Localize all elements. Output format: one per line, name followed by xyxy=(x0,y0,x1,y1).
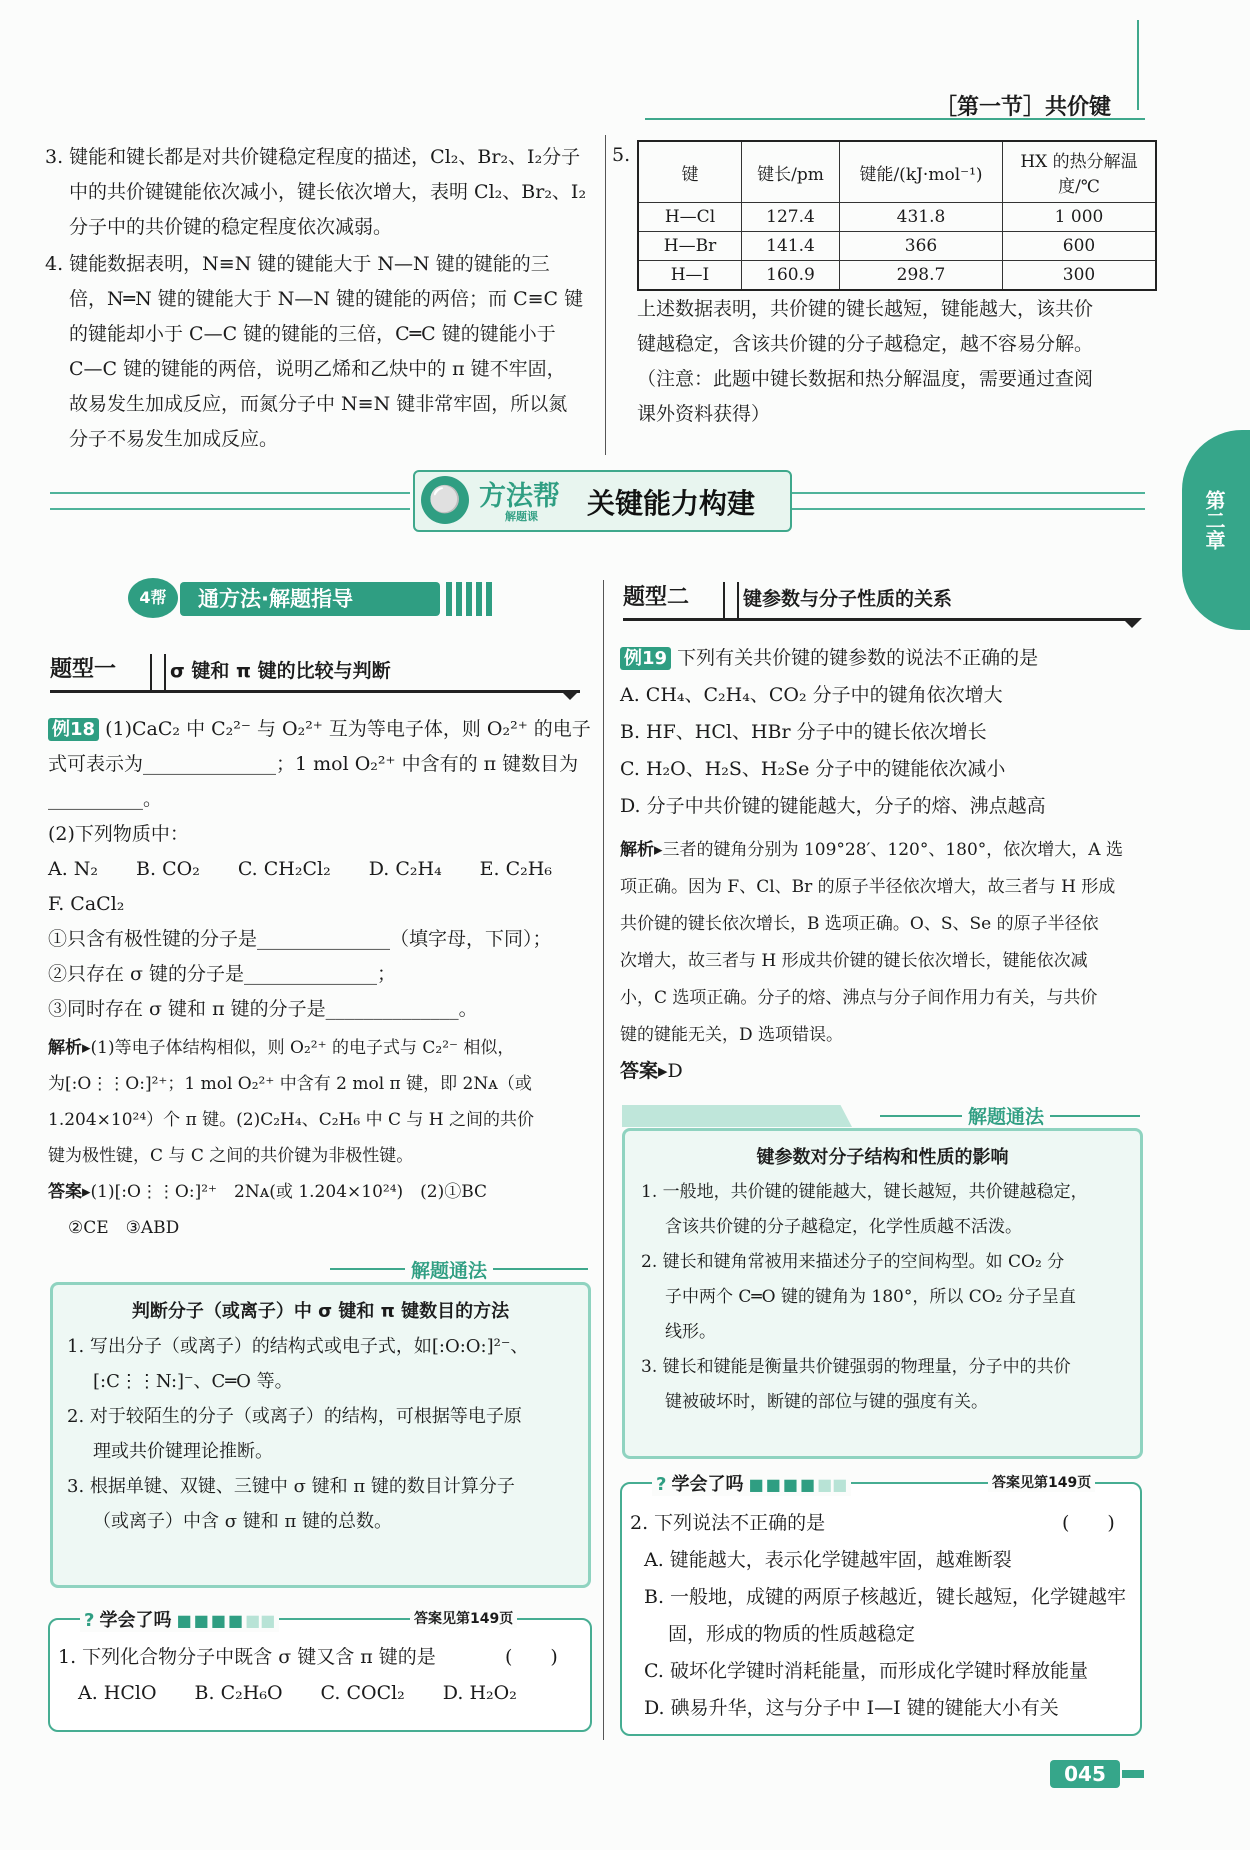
quiz-head: 学会了吗 xyxy=(671,1474,744,1495)
answer-3 xyxy=(45,140,590,245)
text-line: (1)[:O⋮⋮O:]²⁺ 2Nᴀ(或 1.204×10²⁴) (2)①BC xyxy=(90,1182,488,1202)
quiz-options xyxy=(644,1542,1134,1727)
chapter-tab-label: 第二章 xyxy=(1202,490,1226,550)
quiz-question: 2. 下列说法不正确的是 xyxy=(630,1512,826,1534)
table-cell: 1 000 xyxy=(1003,203,1157,232)
bond-data-table xyxy=(637,140,1157,291)
text-line: 键的键能无关，D 选项错误。 xyxy=(620,1025,844,1045)
example-label: 例18 xyxy=(48,718,99,741)
text-line: 中的共价键键能依次减小，键长依次增大，表明 Cl₂、Br₂、I₂ xyxy=(69,181,587,203)
tip-title: 键参数对分子结构和性质的影响 xyxy=(756,1147,1009,1168)
text-line: 3. 键长和键能是衡量共价键强弱的物理量，分子中的共价 xyxy=(641,1357,1071,1377)
answer-5-text xyxy=(637,292,1157,432)
text-line: 2. 键长和键角常被用来描述分子的空间构型。如 CO₂ 分 xyxy=(641,1252,1065,1272)
text-line: 键为极性键，C 与 C 之间的共价键为非极性键。 xyxy=(48,1146,414,1166)
column-divider-bottom xyxy=(603,580,604,1740)
example-19 xyxy=(620,640,1155,825)
text-line: (1)CaC₂ 中 C₂²⁻ 与 O₂²⁺ 互为等电子体，则 O₂²⁺ 的电子 xyxy=(105,718,591,740)
quiz-head-wrap xyxy=(80,1606,279,1632)
example-label: 例19 xyxy=(620,647,671,670)
option-line: C. H₂O、H₂S、H₂Se 分子中的键能依次减小 xyxy=(620,758,1006,780)
answer-value: D xyxy=(667,1060,683,1082)
table-header: 键长/pm xyxy=(742,141,840,203)
type2-label: 题型二 xyxy=(623,585,690,610)
text-line: 项正确。因为 F、Cl、Br 的原子半径依次增大，故三者与 H 形成 xyxy=(620,877,1116,897)
text-line: 分子中的共价键的稳定程度依次减弱。 xyxy=(69,216,393,238)
table-cell: 366 xyxy=(840,232,1003,261)
header-vline xyxy=(1137,20,1139,110)
tip-label: 解题通法 xyxy=(962,1102,1050,1129)
divider-mark xyxy=(723,582,739,618)
triangle-icon xyxy=(1122,618,1142,628)
progress-squares: ■■■■ xyxy=(748,1475,818,1494)
banner-rule-right xyxy=(790,492,1145,510)
text-line: 下列有关共价键的键参数的说法不正确的是 xyxy=(677,647,1039,669)
table-cell: H—Cl xyxy=(638,203,742,232)
option-line: D. 分子中共价键的键能越大，分子的熔、沸点越高 xyxy=(620,795,1046,817)
text-line: 子中两个 C═O 键的键角为 180°，所以 CO₂ 分子呈直 xyxy=(665,1287,1076,1307)
quiz-answer-paren: ( ) xyxy=(505,1646,558,1668)
tip-box-left xyxy=(50,1282,591,1588)
table-cell: 600 xyxy=(1003,232,1157,261)
analysis-label: 解析▸ xyxy=(48,1038,91,1058)
question-icon: ? xyxy=(84,1610,95,1631)
text-line: ②CE ③ABD xyxy=(68,1218,180,1238)
answer-4 xyxy=(45,247,590,457)
text-line: ③同时存在 σ 键和 π 键的分子是______________。 xyxy=(48,998,478,1020)
text-line: 含该共价键的分子越稳定，化学性质越不活泼。 xyxy=(665,1217,1022,1237)
text-line: C—C 键的键能的两倍，说明乙烯和乙炔中的 π 键不牢固， xyxy=(69,358,566,380)
text-line: 三者的键角分别为 109°28′、120°、180°，依次增大，A 选 xyxy=(662,840,1123,860)
table-cell: H—I xyxy=(638,261,742,291)
text-line: 3. 键能和键长都是对共价键稳定程度的描述，Cl₂、Br₂、I₂分子 xyxy=(45,146,581,168)
banner-sub: 解题课 xyxy=(505,510,538,523)
method-title-box xyxy=(180,582,440,616)
type1-title: σ 键和 π 键的比较与判断 xyxy=(170,660,391,682)
help-badge-icon: 4帮 xyxy=(128,578,178,618)
text-line: （或离子）中含 σ 键和 π 键的总数。 xyxy=(93,1511,393,1532)
text-line: 1.204×10²⁴）个 π 键。(2)C₂H₄、C₂H₆ 中 C 与 H 之间的共价 xyxy=(48,1110,535,1130)
type1-label: 题型一 xyxy=(50,657,117,682)
progress-squares-light: ■■ xyxy=(245,1611,276,1630)
option-line: A. CH₄、C₂H₄、CO₂ 分子中的键角依次增大 xyxy=(620,684,1003,706)
table-cell: 298.7 xyxy=(840,261,1003,291)
analysis-19 xyxy=(620,832,1155,1054)
quiz-ref: 答案见第149页 xyxy=(410,1608,517,1628)
table-cell: H—Br xyxy=(638,232,742,261)
table-header: HX 的热分解温度/℃ xyxy=(1003,141,1157,203)
answer-5-number: 5. xyxy=(612,144,631,166)
analysis-label: 解析▸ xyxy=(620,840,663,860)
table-header: 键能/(kJ·mol⁻¹) xyxy=(840,141,1003,203)
text-line: （注意：此题中键长数据和热分解温度，需要通过查阅 xyxy=(637,368,1094,390)
text-line: 3. 根据单键、双键、三键中 σ 键和 π 键的数目计算分子 xyxy=(67,1476,515,1497)
column-divider-top xyxy=(605,135,606,455)
table-cell: 141.4 xyxy=(742,232,840,261)
quiz-head: 学会了吗 xyxy=(99,1610,172,1631)
question-icon: ? xyxy=(656,1474,667,1495)
table-cell: 160.9 xyxy=(742,261,840,291)
quiz-question: 1. 下列化合物分子中既含 σ 键又含 π 键的是 xyxy=(58,1646,436,1668)
text-line: ①只含有极性键的分子是______________（填字母，下同）； xyxy=(48,928,552,950)
lightbulb-icon: ⚪ xyxy=(421,476,469,524)
page-number: 045 xyxy=(1050,1760,1120,1788)
answer-label: 答案▸ xyxy=(48,1182,91,1202)
option-line: B. 一般地，成键的两原子核越近，键长越短，化学键越牢 xyxy=(644,1586,1127,1608)
answer-19 xyxy=(620,1054,683,1089)
chapter-tab xyxy=(1182,430,1250,630)
text-line: 分子不易发生加成反应。 xyxy=(69,428,279,450)
text-line: __________。 xyxy=(48,788,163,810)
option-line: 固，形成的物质的性质越稳定 xyxy=(668,1623,916,1645)
option-line: B. HF、HCl、HBr 分子中的键长依次增长 xyxy=(620,721,987,743)
progress-squares: ■■■■ xyxy=(176,1611,246,1630)
example-18 xyxy=(48,712,593,1027)
method-header xyxy=(128,578,500,618)
text-line: 倍，N═N 键的键能大于 N—N 键的键能的两倍；而 C≡C 键 xyxy=(69,288,584,310)
method-title: 通方法·解题指导 xyxy=(198,587,353,611)
tip-title: 判断分子（或离子）中 σ 键和 π 键数目的方法 xyxy=(131,1301,510,1322)
answer-18 xyxy=(48,1174,593,1246)
text-line: [:C⋮⋮N:]⁻、C═O 等。 xyxy=(93,1371,293,1392)
triangle-icon xyxy=(560,690,580,700)
type1-header xyxy=(50,650,580,693)
text-line: (2)下列物质中： xyxy=(48,823,189,845)
type2-title: 键参数与分子性质的关系 xyxy=(743,588,953,610)
banner-rule-left xyxy=(50,492,410,510)
text-line: (1)等电子体结构相似，则 O₂²⁺ 的电子式与 C₂²⁻ 相似， xyxy=(90,1038,515,1058)
text-line: 小，C 选项正确。分子的熔、沸点与分子间作用力有关，与共价 xyxy=(620,988,1098,1008)
option-line: D. 碘易升华，这与分子中 I—I 键的键能大小有关 xyxy=(644,1697,1059,1719)
divider-mark xyxy=(150,654,166,690)
text-line: 键被破坏时，断键的部位与键的强度有关。 xyxy=(665,1392,988,1412)
text-line: 故易发生加成反应，而氮分子中 N≡N 键非常牢固，所以氮 xyxy=(69,393,568,415)
banner-title: 关键能力构建 xyxy=(587,487,756,520)
plug-icon xyxy=(1122,1770,1144,1778)
progress-squares-light: ■■ xyxy=(817,1475,848,1494)
text-line: 1. 写出分子（或离子）的结构式或电子式，如[:O:O:]²⁻、 xyxy=(67,1336,529,1357)
section-header: ［第一节］共价键 xyxy=(935,95,1112,120)
text-line: 次增大，故三者与 H 形成共价键的键长依次增长，键能依次减 xyxy=(620,951,1088,971)
table-cell: 300 xyxy=(1003,261,1157,291)
text-line: 式可表示为______________；1 mol O₂²⁺ 中含有的 π 键数目为 xyxy=(48,753,579,775)
table-cell: 431.8 xyxy=(840,203,1003,232)
banner-brand: 方法帮 xyxy=(479,481,560,512)
quiz-ref: 答案见第149页 xyxy=(988,1472,1095,1492)
text-line: A. N₂ B. CO₂ C. CH₂Cl₂ D. C₂H₄ E. C₂H₆ xyxy=(48,858,552,880)
stripe-decoration xyxy=(446,582,494,616)
tip-tab-decoration xyxy=(622,1105,852,1127)
type2-header xyxy=(623,578,1138,621)
text-line: 键越稳定，含该共价键的分子越稳定，越不容易分解。 xyxy=(637,333,1094,355)
text-line: 1. 一般地，共价键的键能越大，键长越短，共价键越稳定， xyxy=(641,1182,1088,1202)
quiz-options: A. HClO B. C₂H₆O C. COCl₂ D. H₂O₂ xyxy=(78,1682,517,1704)
table-cell: 127.4 xyxy=(742,203,840,232)
analysis-18 xyxy=(48,1030,593,1174)
text-line: F. CaCl₂ xyxy=(48,893,125,915)
text-line: 2. 对于较陌生的分子（或离子）的结构，可根据等电子原 xyxy=(67,1406,522,1427)
banner xyxy=(413,470,792,532)
quiz-box-right xyxy=(620,1474,1142,1736)
text-line: 上述数据表明，共价键的键长越短，键能越大，该共价 xyxy=(637,298,1094,320)
answer-label: 答案▸ xyxy=(620,1060,668,1082)
text-line: 共价键的键长依次增长，B 选项正确。O、S、Se 的原子半径依 xyxy=(620,914,1099,934)
text-line: 4. 键能数据表明，N≡N 键的键能大于 N—N 键的键能的三 xyxy=(45,253,550,275)
text-line: 课外资料获得） xyxy=(637,403,771,425)
text-line: 理或共价键理论推断。 xyxy=(93,1441,273,1462)
quiz-head-wrap xyxy=(652,1470,851,1496)
text-line: 的键能却小于 C—C 键的键能的三倍，C═C 键的键能小于 xyxy=(69,323,556,345)
quiz-answer-paren: ( ) xyxy=(1062,1512,1115,1534)
tip-label: 解题通法 xyxy=(405,1256,493,1283)
text-line: 线形。 xyxy=(665,1322,716,1342)
table-header: 键 xyxy=(638,141,742,203)
tip-box-right xyxy=(622,1128,1143,1459)
option-line: C. 破坏化学键时消耗能量，而形成化学键时释放能量 xyxy=(644,1660,1088,1682)
quiz-box-left xyxy=(48,1610,592,1732)
text-line: 为[:O⋮⋮O:]²⁺；1 mol O₂²⁺ 中含有 2 mol π 键，即 2Nᴀ（或 xyxy=(48,1074,532,1094)
text-line: ②只存在 σ 键的分子是______________； xyxy=(48,963,397,985)
option-line: A. 键能越大，表示化学键越牢固，越难断裂 xyxy=(644,1549,1012,1571)
